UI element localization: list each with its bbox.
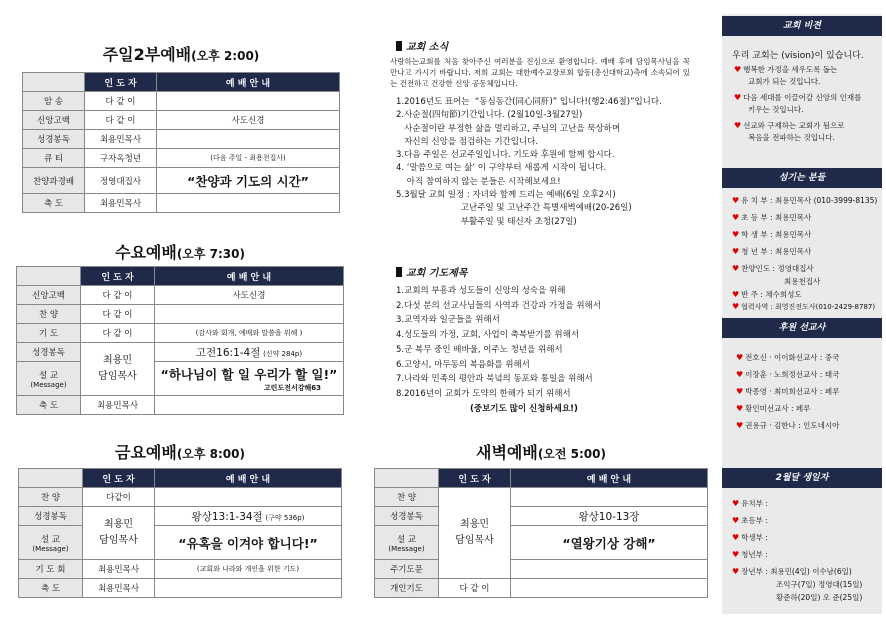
news-heading: 교회 소식 — [396, 38, 448, 53]
list-item: ♥ 초 등 부 : 최용민목사 — [732, 213, 812, 222]
heart-icon: ♥ — [732, 196, 740, 205]
list-item: ♥ 청년부 : — [732, 550, 768, 559]
table-row: 성경봉독 왕상10-13장 — [375, 507, 708, 526]
list-item: ♥ 학생부 : — [732, 533, 768, 542]
list-item: 2.다섯 분의 선교사님들의 사역과 건강과 가정을 위해서 — [396, 300, 601, 311]
table-row: 신앙고백 다 같 이 사도신경 — [23, 111, 340, 130]
table-row: 성경봉독 최용민 담임목사 왕상13:1-34절 (구약 536p) — [19, 507, 342, 526]
table-header: 인 도 자 예 배 안 내 — [375, 469, 708, 488]
table-row: 설 교 (Message) “하나님이 할 일 우리가 할 일!” 고린도전서강해63 — [17, 362, 344, 396]
table-row: 성경봉독 최용민목사 — [23, 130, 340, 149]
table-row: 기 도 회 최용민목사 (교회와 나라와 개인을 위한 기도) — [19, 560, 342, 579]
list-item: ♥ 다음 세대를 이끌어갈 신앙의 인재를 — [734, 93, 862, 102]
leader-header: 인 도 자 — [85, 73, 157, 92]
friday-schedule-table — [18, 468, 342, 598]
heart-icon: ♥ — [732, 264, 740, 273]
heart-icon: ♥ — [732, 230, 740, 239]
list-item: ♥ 초등부 : — [732, 516, 768, 525]
table-row: 신앙고백 다 같 이 사도신경 — [17, 286, 344, 305]
list-item: ♥ 유치부 : — [732, 499, 768, 508]
list-item: ♥ 반 주 : 채수희성도 — [732, 290, 802, 299]
heart-icon: ♥ — [734, 121, 742, 130]
list-item: 부활주일 및 태신자 초청(27일) — [396, 216, 577, 227]
list-item: ♥ 장년부 : 최용민(4일) 이수남(6일) — [732, 567, 852, 576]
table-row: 축 도 최용민목사 — [23, 194, 340, 213]
dawn-preacher: 최용민 담임목사 — [439, 488, 511, 579]
wednesday-preacher: 최용민 담임목사 — [81, 343, 155, 396]
heart-icon: ♥ — [734, 65, 742, 74]
wednesday-title: 수요예배(오후 7:30) — [114, 243, 245, 262]
list-item: 3.교역자와 일군들을 위해서 — [396, 315, 500, 326]
list-item: 3.다음 주일은 선교주일입니다. 기도와 후원에 함께 합시다. — [396, 150, 615, 161]
table-row: 찬 양 최용민 담임목사 — [375, 488, 708, 507]
table-row: 큐 티 구자옥청년 (다음 주일 - 최용천집사) — [23, 149, 340, 168]
table-row: 기 도 다 같 이 (감사와 회개, 예배와 말씀을 위해 ) — [17, 324, 344, 343]
heart-icon: ♥ — [736, 370, 744, 379]
table-row: 주기도문 — [375, 560, 708, 579]
heart-icon: ♥ — [734, 93, 742, 102]
list-item: 4. ‘말씀으로 여는 삶’ 이 구약부터 새롭게 시작이 됩니다. — [396, 163, 607, 174]
list-item: 8.2016년이 교회가 도약의 한해가 되기 위해서 — [396, 388, 571, 399]
wednesday-schedule-table — [16, 266, 344, 415]
list-item: ♥ 황인미선교사 : 페루 — [736, 404, 811, 413]
list-item: 2.사순절(四旬節)기간입니다. (2월10일-3월27일) — [396, 110, 583, 121]
staff-title: 섬기는 분들 — [722, 168, 882, 188]
heart-icon: ♥ — [732, 499, 740, 508]
list-item: 6.고양시, 마두동의 복음화를 위해서 — [396, 359, 530, 370]
mission-title: 후원 선교사 — [722, 318, 882, 338]
list-item: ♥ 전호신 · 이이화선교사 : 중국 — [736, 353, 840, 362]
heart-icon: ♥ — [732, 302, 740, 311]
prayer-heading: 교회 기도제목 — [396, 264, 467, 279]
list-item: 고난주일 및 고난주간 특별새벽예배(20-26일) — [396, 203, 632, 214]
table-row: 설 교 (Message) “유혹을 이겨야 합니다!” — [19, 526, 342, 560]
birthday-title: 2월달 생일자 — [722, 468, 882, 488]
heart-icon: ♥ — [732, 213, 740, 222]
news-intro: 사랑하는교회를 처음 찾아주신 여러분을 진심으로 환영합니다. 예배 후에 담임목사님을 꼭 만나고 가시기 바랍니다. 저희 교회는 대한예수교장로회 합동(총신대학교)측에 소속되어 있는 건전하고 건강한 신앙 공동체입니다. — [390, 57, 690, 88]
heart-icon: ♥ — [732, 550, 740, 559]
list-item: (중보기도 많이 신청하세요!) — [396, 403, 578, 414]
list-item: ♥ 학 생 부 : 최용민목사 — [732, 230, 812, 239]
list-item: ♥ 권용규 · 김한나 : 인도네시아 — [736, 421, 840, 430]
list-item: ♥ 행복한 가정을 세우도록 돕는 — [734, 65, 838, 74]
list-item: ♥ 청 년 부 : 최용민목사 — [732, 247, 812, 256]
table-row: 찬 양 다같이 — [19, 488, 342, 507]
table-row: 찬 양 다 같 이 — [17, 305, 344, 324]
heart-icon: ♥ — [736, 353, 744, 362]
table-header: 인 도 자 예 배 안 내 — [17, 267, 344, 286]
list-item: 자신의 신앙을 점검하는 기간입니다. — [396, 136, 539, 147]
friday-preacher: 최용민 담임목사 — [83, 507, 155, 560]
friday-title: 금요예배(오후 8:00) — [114, 443, 245, 462]
list-item: 4.성도들의 가정, 교회, 사업이 축복받기를 위해서 — [396, 330, 580, 341]
heart-icon: ♥ — [736, 421, 744, 430]
list-item: 5.군 복무 중인 배바울, 이주노 청년을 위해서 — [396, 344, 563, 355]
list-item: 아직 참여하지 않는 분들은 시작해보세요! — [396, 176, 561, 187]
list-item: 사순절이란 부정한 삶을 멀리하고, 주님의 고난을 묵상하며 — [396, 123, 621, 134]
table-header: 인 도 자 예 배 안 내 — [19, 469, 342, 488]
heart-icon: ♥ — [732, 290, 740, 299]
square-bullet-icon — [396, 267, 402, 277]
sunday-title: 주일2부예배(오후 2:00) — [102, 45, 260, 64]
prayer-list — [396, 284, 696, 416]
table-row: 개인기도 다 같 이 — [375, 579, 708, 598]
list-item: ♥ 협력사역 : 최영진전도사(010-2429-8787) — [732, 302, 876, 311]
heart-icon: ♥ — [732, 516, 740, 525]
list-item: ♥ 박종영 · 최미희선교사 : 페루 — [736, 387, 840, 396]
dawn-title: 새벽예배(오전 5:00) — [475, 443, 606, 462]
heart-icon: ♥ — [732, 247, 740, 256]
table-row: 성경봉독 최용민 담임목사 고전16:1-4절 (신약 284p) — [17, 343, 344, 362]
heart-icon: ♥ — [732, 567, 740, 576]
table-row: 설 교 (Message) “열왕기상 강해” — [375, 526, 708, 560]
info-header: 예 배 안 내 — [157, 73, 340, 92]
sidebar: 교회 비젼 우리 교회는 (vision)이 있습니다. ♥ 행복한 가정을 세우도록 돕는 교회가 되는 것입니다. ♥ 다음 세대를 이끌어갈 신앙의 인재를 키우는 것입니다. ♥ 선교와 구제하는 교회가 됨으로 복음을 전파하는 것입니다. 섬기는 분들 ♥ 유 치 부 : 최용민목사 (010-3999-8135) ♥ 초 등 부 : 최용민목사 ♥ 학 생 부 : 최용민목사 ♥ 청 년 부 : 최용민목사 ♥ 찬양인도 : 정영대집사 최용천집사 ♥ 반 주 : 채수희성도 ♥ 협력사역 : 최영진전도사(010-2429-8787) 후원 선교사 ♥ 전호신 · 이이화선교사 : 중국 ♥ 이장훈 · 노희정선교사 : 태국 ♥ 박종영 · 최미희선교사 : 페루 ♥ 황인미선교사 : 페루 ♥ 권용규 · 김한나 : 인도네시아 2월달 생일자 ♥ 유치부 : ♥ 초등부 : ♥ 학생부 : ♥ 청년부 : ♥ 장년부 : 최용민(4일) 이수남(6일) 조익구(7일) 정영대(15일) 황준하(20일) 오 준(25일) — [722, 14, 882, 614]
list-item: 7.나라와 민족의 평안과 북녘의 동포와 통일을 위해서 — [396, 374, 593, 385]
heart-icon: ♥ — [736, 387, 744, 396]
list-item: ♥ 유 치 부 : 최용민목사 (010-3999-8135) — [732, 196, 878, 205]
news-list — [396, 96, 696, 229]
list-item: 5.3월달 교회 일정 : 자녀와 함께 드리는 예배(6일 오후2시) — [396, 190, 616, 201]
list-item: 1.2016년도 표어는 “동심동간(同心同肝)” 입니다!(행2:46절)”입니다. — [396, 97, 662, 107]
dawn-schedule-table — [374, 468, 708, 598]
list-item: ♥ 선교와 구제하는 교회가 됨으로 — [734, 121, 845, 130]
vision-lead: 우리 교회는 (vision)이 있습니다. — [732, 51, 864, 61]
list-item: ♥ 찬양인도 : 정영대집사 — [732, 264, 814, 273]
square-bullet-icon — [396, 41, 402, 51]
sunday-schedule-table — [22, 72, 340, 213]
heart-icon: ♥ — [736, 404, 744, 413]
list-item: ♥ 이장훈 · 노희정선교사 : 태국 — [736, 370, 840, 379]
heart-icon: ♥ — [732, 533, 740, 542]
vision-title: 교회 비젼 — [722, 16, 882, 36]
table-row: 암 송 다 같 이 — [23, 92, 340, 111]
list-item: 1.교회의 부흥과 성도들이 신앙의 성숙을 위해 — [396, 286, 566, 296]
table-row: 찬양과경배 정영대집사 “찬양과 기도의 시간” — [23, 168, 340, 194]
table-header — [23, 73, 340, 92]
table-row: 축 도 최용민목사 — [17, 396, 344, 415]
table-row: 축 도 최용민목사 — [19, 579, 342, 598]
